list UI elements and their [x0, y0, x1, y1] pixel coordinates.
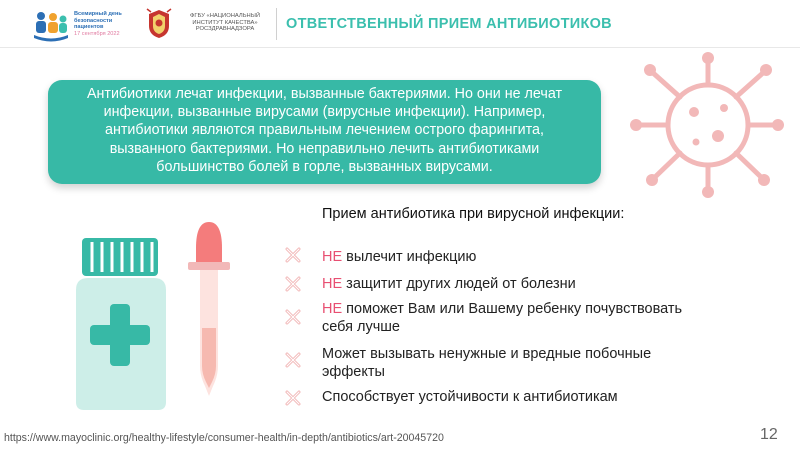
negation-label: НЕ [322, 276, 343, 292]
callout-text: Антибиотики лечат инфекции, вызванные бактериями. Но они не лечат инфекции, вызванные вирусами (вирусные инфекции). Например, антибиотики являются правильным лечением острого фарингита, вызванного бактериями. Но неправильно лечить антибиотиками большинство болей в горле, вызванных вирусами. [86, 86, 563, 175]
list-item-text: Способствует устойчивости к антибиотикам [322, 389, 618, 405]
negation-label: НЕ [322, 249, 343, 265]
page-number: 12 [760, 426, 778, 443]
cross-mark-icon [284, 308, 302, 326]
medicine-bottle-icon [66, 230, 176, 410]
info-callout [48, 80, 601, 184]
negation-label: НЕ [322, 301, 343, 317]
emblem-icon [145, 8, 173, 40]
virus-icon [622, 50, 794, 200]
list-item-text: НЕ вылечит инфекцию [322, 249, 477, 265]
cross-mark-icon [284, 275, 302, 293]
list-item-text: НЕ поможет Вам или Вашему ребенку почувствовать себя лучше [322, 301, 683, 335]
logo-text: Всемирный день безопасности пациентов 17 сентября 2022 [74, 11, 122, 37]
patient-safety-logo-icon [32, 10, 70, 42]
logo-date: 17 сентября 2022 [74, 30, 120, 37]
list-item-text: Может вызывать ненужные и вредные побочные эффекты [322, 346, 652, 380]
list-title: Прием антибиотика при вирусной инфекции: [322, 206, 625, 222]
cross-mark-icon [284, 246, 302, 264]
dropper-icon [186, 218, 232, 396]
header [0, 0, 800, 48]
header-underline [0, 47, 800, 48]
list-item-text: НЕ защитит других людей от болезни [322, 276, 576, 292]
cross-mark-icon [284, 389, 302, 407]
org-name: ФГБУ «НАЦИОНАЛЬНЫЙ ИНСТИТУТ КАЧЕСТВА» РОСЗДРАВНАДЗОРА [189, 13, 261, 33]
source-link[interactable]: https://www.mayoclinic.org/healthy-lifestyle/consumer-health/in-depth/antibiotics/art-20045720 [4, 432, 444, 444]
cross-mark-icon [284, 351, 302, 369]
header-divider [276, 8, 277, 40]
page-title: ОТВЕТСТВЕННЫЙ ПРИЕМ АНТИБИОТИКОВ [286, 16, 612, 32]
